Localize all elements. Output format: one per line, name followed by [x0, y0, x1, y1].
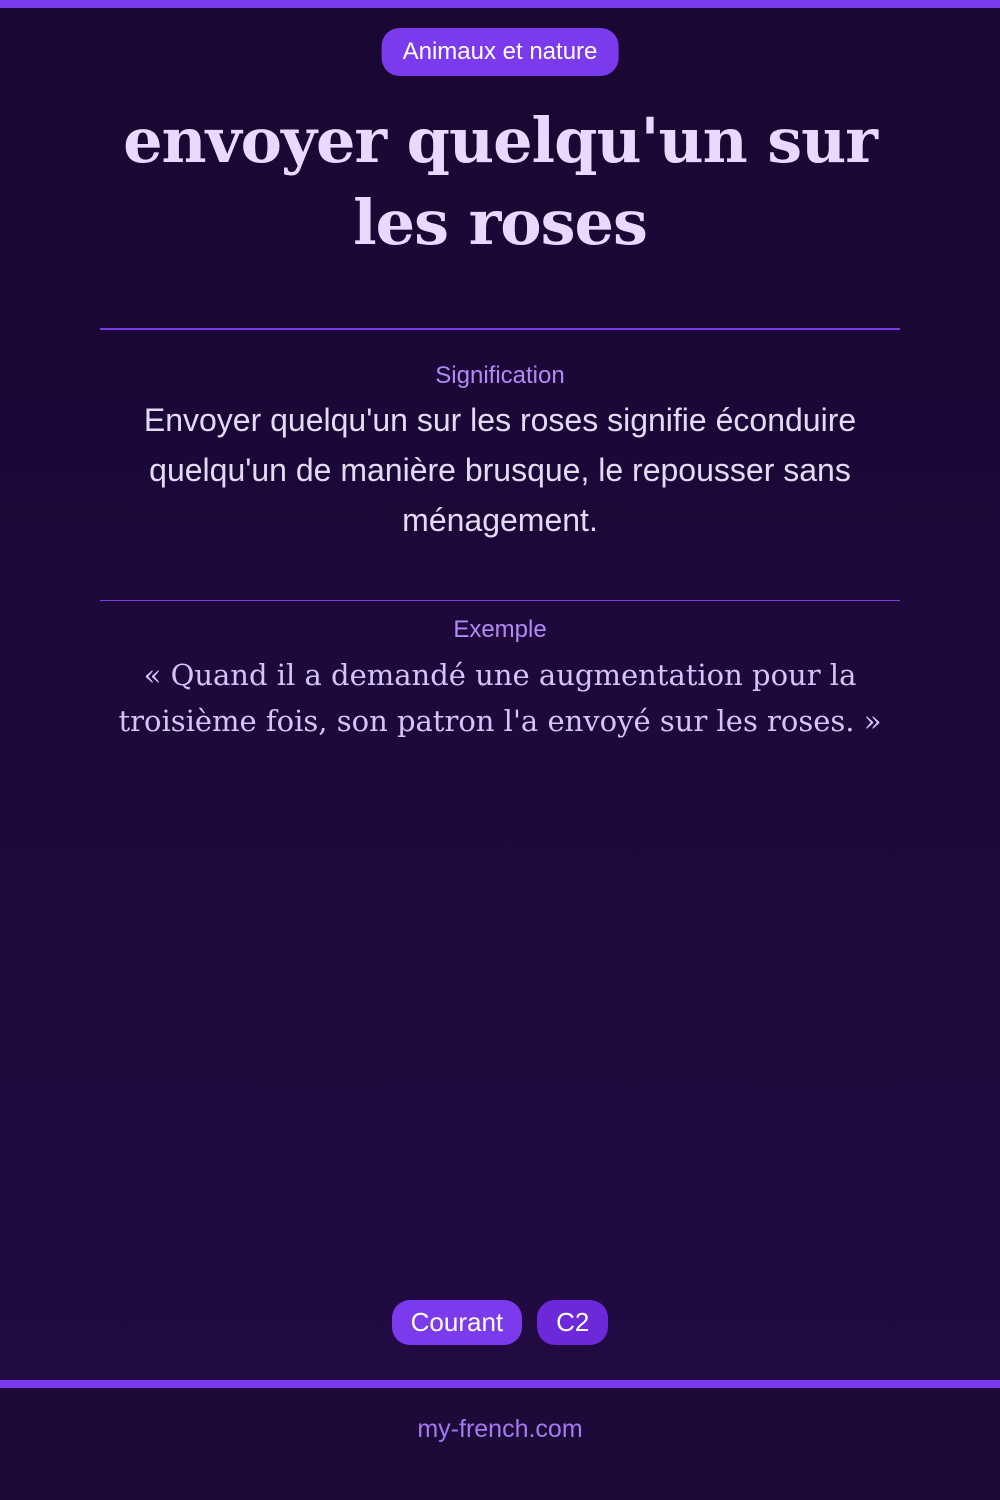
divider [100, 600, 900, 601]
bottom-accent-bar [0, 1380, 1000, 1388]
example-text: « Quand il a demandé une augmentation pour la troisième fois, son patron l'a envoyé sur les roses. » [118, 658, 882, 738]
category-badge: Animaux et nature [382, 28, 619, 76]
meaning-label: Signification [435, 362, 565, 389]
expression-title: envoyer quelqu'un sur les roses [123, 104, 877, 259]
example-label: Exemple [453, 616, 547, 643]
divider [100, 328, 900, 330]
register-tag: Courant [392, 1300, 523, 1345]
meaning-text: Envoyer quelqu'un sur les roses signifie éconduire quelqu'un de manière brusque, le repousser sans ménagement. [143, 402, 857, 538]
level-tag: C2 [537, 1300, 608, 1345]
site-name: my-french.com [417, 1415, 583, 1443]
tag-list [0, 1300, 1000, 1345]
top-accent-bar [0, 0, 1000, 8]
